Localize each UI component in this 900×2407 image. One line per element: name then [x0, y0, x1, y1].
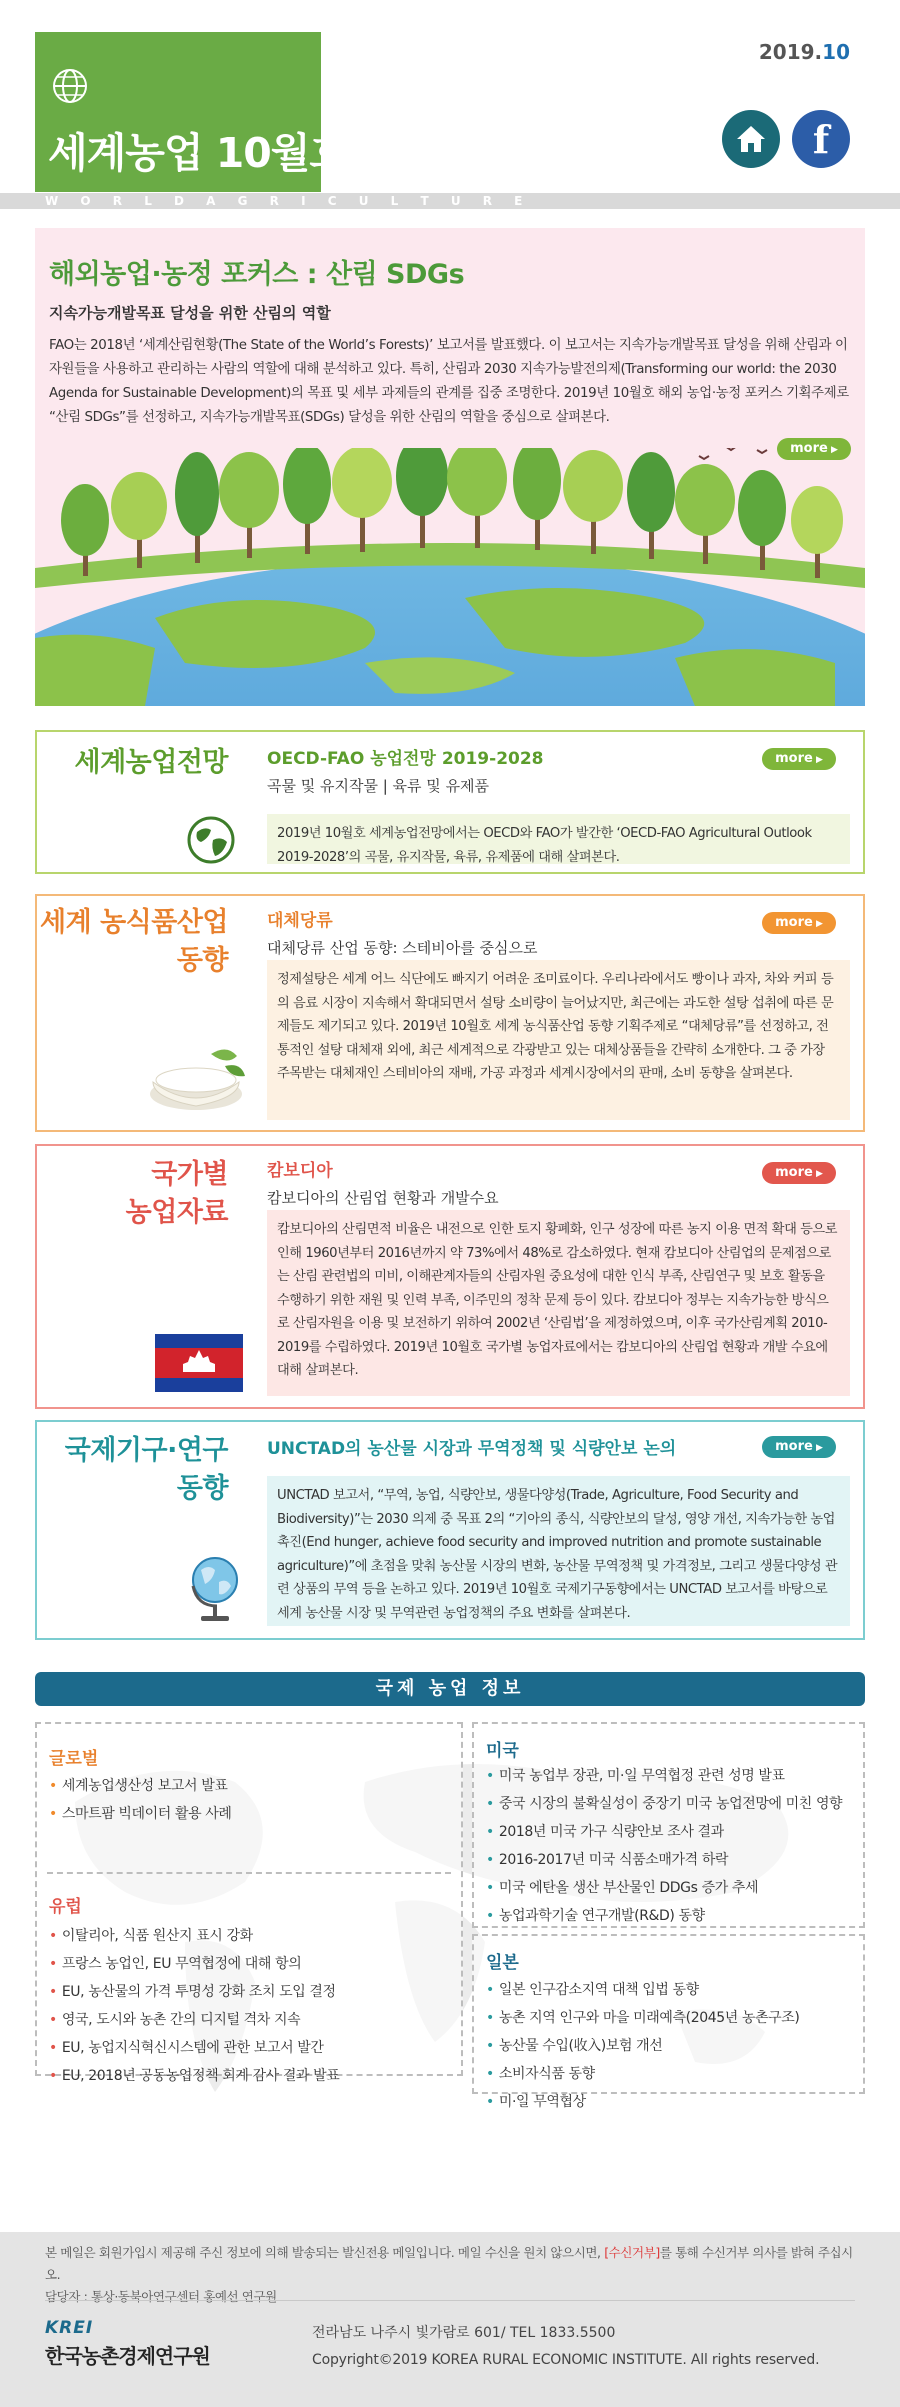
us-item[interactable]: • 미국 에탄올 생산 부산물인 DDGs 증가 추세: [486, 1874, 842, 1902]
japan-item[interactable]: • 농산물 수입(收入)보험 개선: [486, 2032, 800, 2060]
section-label-line: 세계농업전망: [74, 747, 228, 778]
section-world-outlook: [35, 730, 865, 874]
issue-date: [759, 40, 850, 64]
japan-item[interactable]: • 미·일 무역협상: [486, 2088, 800, 2116]
intl-box-japan: [472, 1934, 865, 2110]
section-body: 2019년 10월호 세계농업전망에서는 OECD와 FAO가 발간한 ‘OECD-FAO Agricultural Outlook 2019-2028’의 곡물, 유지작물, 육류, 유제품에 대해 살펴본다.: [267, 814, 850, 864]
section-heading: [267, 1434, 676, 1459]
section-food-industry: [35, 894, 865, 1132]
header: [0, 0, 900, 215]
global-list: [49, 1772, 232, 1828]
section-label: [126, 1156, 228, 1232]
newsletter-title: 세계농업 10월호: [48, 129, 348, 177]
europe-item[interactable]: • EU, 농산물의 가격 투명성 강화 조치 도입 결정: [49, 1978, 339, 2006]
focus-title: 해외농업·농정 포커스 : 산림 SDGs: [49, 259, 465, 290]
globe-icon: [50, 66, 90, 106]
section-label: [40, 904, 228, 980]
krei-logo: KREI: [45, 2318, 94, 2338]
notice-text: 를 통해 수신거부 의사를 밝혀 주십시오.: [45, 2245, 853, 2282]
europe-item[interactable]: • 영국, 도시와 농촌 간의 디지털 격차 지속: [49, 2006, 339, 2034]
home-button[interactable]: [722, 110, 780, 168]
section-label: [65, 1432, 228, 1508]
footer-address: 전라남도 나주시 빛가람로 601/ TEL 1833.5500: [312, 2325, 616, 2341]
footer-copyright: Copyright©2019 KOREA RURAL ECONOMIC INSTITUTE. All rights reserved.: [312, 2352, 820, 2368]
organization-name: 한국농촌경제연구원: [45, 2344, 210, 2368]
home-icon: [735, 124, 767, 154]
forest-earth-illustration: [35, 448, 865, 706]
section-body: UNCTAD 보고서, “무역, 농업, 식량안보, 생물다양성(Trade, Agriculture, Food Security and Biodiversity)”는 2030 의제 중 목표 2의 “기아의 종식, 식량안보의 달성, 영양 개선, 지속가능한 농업 촉진(End hunger, achieve food security and improved nutrition and promote sustainable agriculture)”에 초점을 맞춰 농산물 시장의 변화, 농산물 무역정책 및 가격정보, 그리고 생물다양성 관련 상품의 무역 등을 논하고 있다. 2019년 10월호 국제기구동향에서는 UNCTAD 보고서를 바탕으로 세계 농산물 시장 및 무역관련 농업정책의 주요 변화를 살펴본다.: [267, 1476, 850, 1626]
europe-item[interactable]: • EU, 농업지식혁신시스템에 관한 보고서 발간: [49, 2034, 339, 2062]
intl-box-us: [472, 1722, 865, 1928]
section-body: 캄보디아의 산림면적 비율은 내전으로 인한 토지 황폐화, 인구 성장에 따른 농지 이용 면적 확대 등으로 인해 1960년부터 2016년까지 약 73%에서 48%로 감소하였다. 현재 캄보디아 산림업의 문제점으로는 산림 관련법의 미비, 이해관계자들의 산림자원 중요성에 대한 인식 부족, 산림연구 및 보호 활동을 수행하기 위한 재원 및 인력 부족, 이주민의 정착 문제 등이 있다. 캄보디아 정부는 지속가능한 방식으로 산림자원을 이용 및 보전하기 위하여 2002년 ‘산림법’을 제정하였으며, 이후 국가산림계획 2010-2019를 수립하였다. 2019년 10월호 국가별 농업자료에서는 캄보디아의 산림업 현황과 개발 수요에 대해 살펴본다.: [267, 1210, 850, 1396]
global-heading: 글로벌: [49, 1749, 99, 1769]
japan-item[interactable]: • 소비자식품 동향: [486, 2060, 800, 2088]
section-label-line: 국제기구·연구: [64, 1435, 228, 1466]
footer-contact: 담당자 : 통상·동북아연구센터 홍예선 연구원: [45, 2289, 277, 2304]
focus-section: [35, 228, 865, 706]
section-country-data: [35, 1144, 865, 1409]
section-subtitle: 곡물 및 유지작물 | 육류 및 유제품: [267, 777, 490, 795]
section-title[interactable]: UNCTAD의 농산물 시장과 무역정책 및 식량안보 논의: [267, 1439, 677, 1459]
section-title[interactable]: 캄보디아: [267, 1161, 333, 1181]
europe-item[interactable]: • 이탈리아, 식품 원산지 표시 강화: [49, 1922, 339, 1950]
section-heading: [267, 906, 537, 958]
europe-list: [49, 1922, 339, 2090]
intl-box-global-europe: [35, 1722, 463, 2084]
intl-info-bar: 국제 농업 정보: [35, 1672, 865, 1706]
unsubscribe-link[interactable]: [수신거부]: [604, 2245, 660, 2260]
focus-more-button[interactable]: more ▶: [777, 438, 851, 460]
japan-list: [486, 1976, 800, 2116]
section-label-line: 동향: [176, 945, 228, 976]
section-international-org: [35, 1420, 865, 1640]
issue-month: 10: [822, 40, 850, 64]
header-band-text: W O R L D A G R I C U L T U R E: [45, 194, 532, 208]
section-title[interactable]: OECD-FAO 농업전망 2019-2028: [267, 749, 544, 769]
notice-text: 본 메일은 회원가입시 제공해 주신 정보에 의해 발송되는 발신전용 메일입니다. 메일 수신을 원치 않으시면,: [45, 2245, 605, 2260]
us-item[interactable]: • 2016-2017년 미국 식품소매가격 하락: [486, 1846, 842, 1874]
cambodia-flag-icon: [155, 1334, 243, 1392]
global-item[interactable]: • 세계농업생산성 보고서 발표: [49, 1772, 232, 1800]
us-item[interactable]: • 미국 농업부 장관, 미·일 무역협정 관련 성명 발표: [486, 1762, 842, 1790]
japan-item[interactable]: • 일본 인구감소지역 대책 입법 동향: [486, 1976, 800, 2004]
outlook-more-button[interactable]: more ▶: [762, 748, 836, 770]
us-item[interactable]: • 2018년 미국 가구 식량안보 조사 결과: [486, 1818, 842, 1846]
desk-globe-icon: [187, 1552, 243, 1624]
section-label-line: 세계 농식품산업: [40, 907, 228, 938]
international-more-button[interactable]: more ▶: [762, 1436, 836, 1458]
section-label-line: 동향: [176, 1473, 228, 1504]
box-divider: [47, 1872, 451, 1874]
section-subtitle: 대체당류 산업 동향: 스테비아를 중심으로: [267, 939, 538, 957]
facebook-icon: f: [812, 116, 830, 162]
us-heading: 미국: [486, 1741, 519, 1761]
section-body: 정제설탕은 세계 어느 식단에도 빠지기 어려운 조미료이다. 우리나라에서도 빵이나 과자, 차와 커피 등의 음료 시장이 지속해서 확대되면서 설탕 소비량이 늘어났지만, 최근에는 과도한 설탕 섭취에 따른 문제들도 제기되고 있다. 2019년 10월호 세계 농식품산업 동향 기획주제로 “대체당류”를 선정하고, 전통적인 설탕 대체재 외에, 최근 세계적으로 각광받고 있는 대체상품들을 간략히 소개한다. 그 중 가장 주목받는 대체재인 스테비아의 재배, 가공 과정과 세계시장에서의 판매, 소비 동향을 살펴본다.: [267, 960, 850, 1120]
us-list: [486, 1762, 842, 1930]
food-industry-more-button[interactable]: more ▶: [762, 912, 836, 934]
earth-icon: [187, 816, 235, 864]
section-label: [75, 744, 229, 782]
focus-subtitle: 지속가능개발목표 달성을 위한 산림의 역할: [49, 304, 331, 322]
section-title[interactable]: 대체당류: [267, 911, 333, 931]
europe-heading: 유럽: [49, 1897, 82, 1917]
europe-item[interactable]: • 프랑스 농업인, EU 무역협정에 대해 항의: [49, 1950, 339, 1978]
section-subtitle: 캄보디아의 산림업 현황과 개발수요: [267, 1189, 499, 1207]
sweetener-bowl-icon: [141, 1036, 251, 1116]
section-label-line: 농업자료: [125, 1197, 228, 1228]
us-item[interactable]: • 중국 시장의 불확실성이 중장기 미국 농업전망에 미친 영향: [486, 1790, 842, 1818]
europe-item[interactable]: • EU, 2018년 공동농업정책 회계 감사 결과 발표: [49, 2062, 339, 2090]
us-item[interactable]: • 농업과학기술 연구개발(R&D) 동향: [486, 1902, 842, 1930]
focus-body: FAO는 2018년 ‘세계산림현황(The State of the World’s Forests)’ 보고서를 발표했다. 이 보고서는 지속가능개발목표 달성을 위해 산림과 이 자원들을 사용하고 관리하는 사람의 역할에 대해 분석하고 있다. 특히, 산림과 2030 지속가능발전의제(Transforming our world: the 2030 Agenda for Sustainable Development)의 목표 및 세부 과제들의 관계를 집중 조명한다. 2019년 10월호 해외 농업·농정 포커스 기획주제로 “산림 SDGs”를 선정하고, 지속가능개발목표(SDGs) 달성을 위한 산림의 역할을 중심으로 살펴본다.: [49, 338, 849, 425]
footer-divider: [45, 2300, 855, 2301]
japan-heading: 일본: [486, 1953, 519, 1973]
footer-notice-line1: [45, 2242, 865, 2286]
section-heading: [267, 744, 544, 796]
issue-year: 2019.: [758, 40, 823, 64]
country-more-button[interactable]: more ▶: [762, 1162, 836, 1184]
japan-item[interactable]: • 농촌 지역 인구와 마을 미래예측(2045년 농촌구조): [486, 2004, 800, 2032]
facebook-button[interactable]: [792, 110, 850, 168]
footer-notice: [45, 2242, 865, 2308]
section-heading: [267, 1156, 499, 1208]
global-item[interactable]: • 스마트팜 빅데이터 활용 사례: [49, 1800, 232, 1828]
section-label-line: 국가별: [151, 1159, 228, 1190]
